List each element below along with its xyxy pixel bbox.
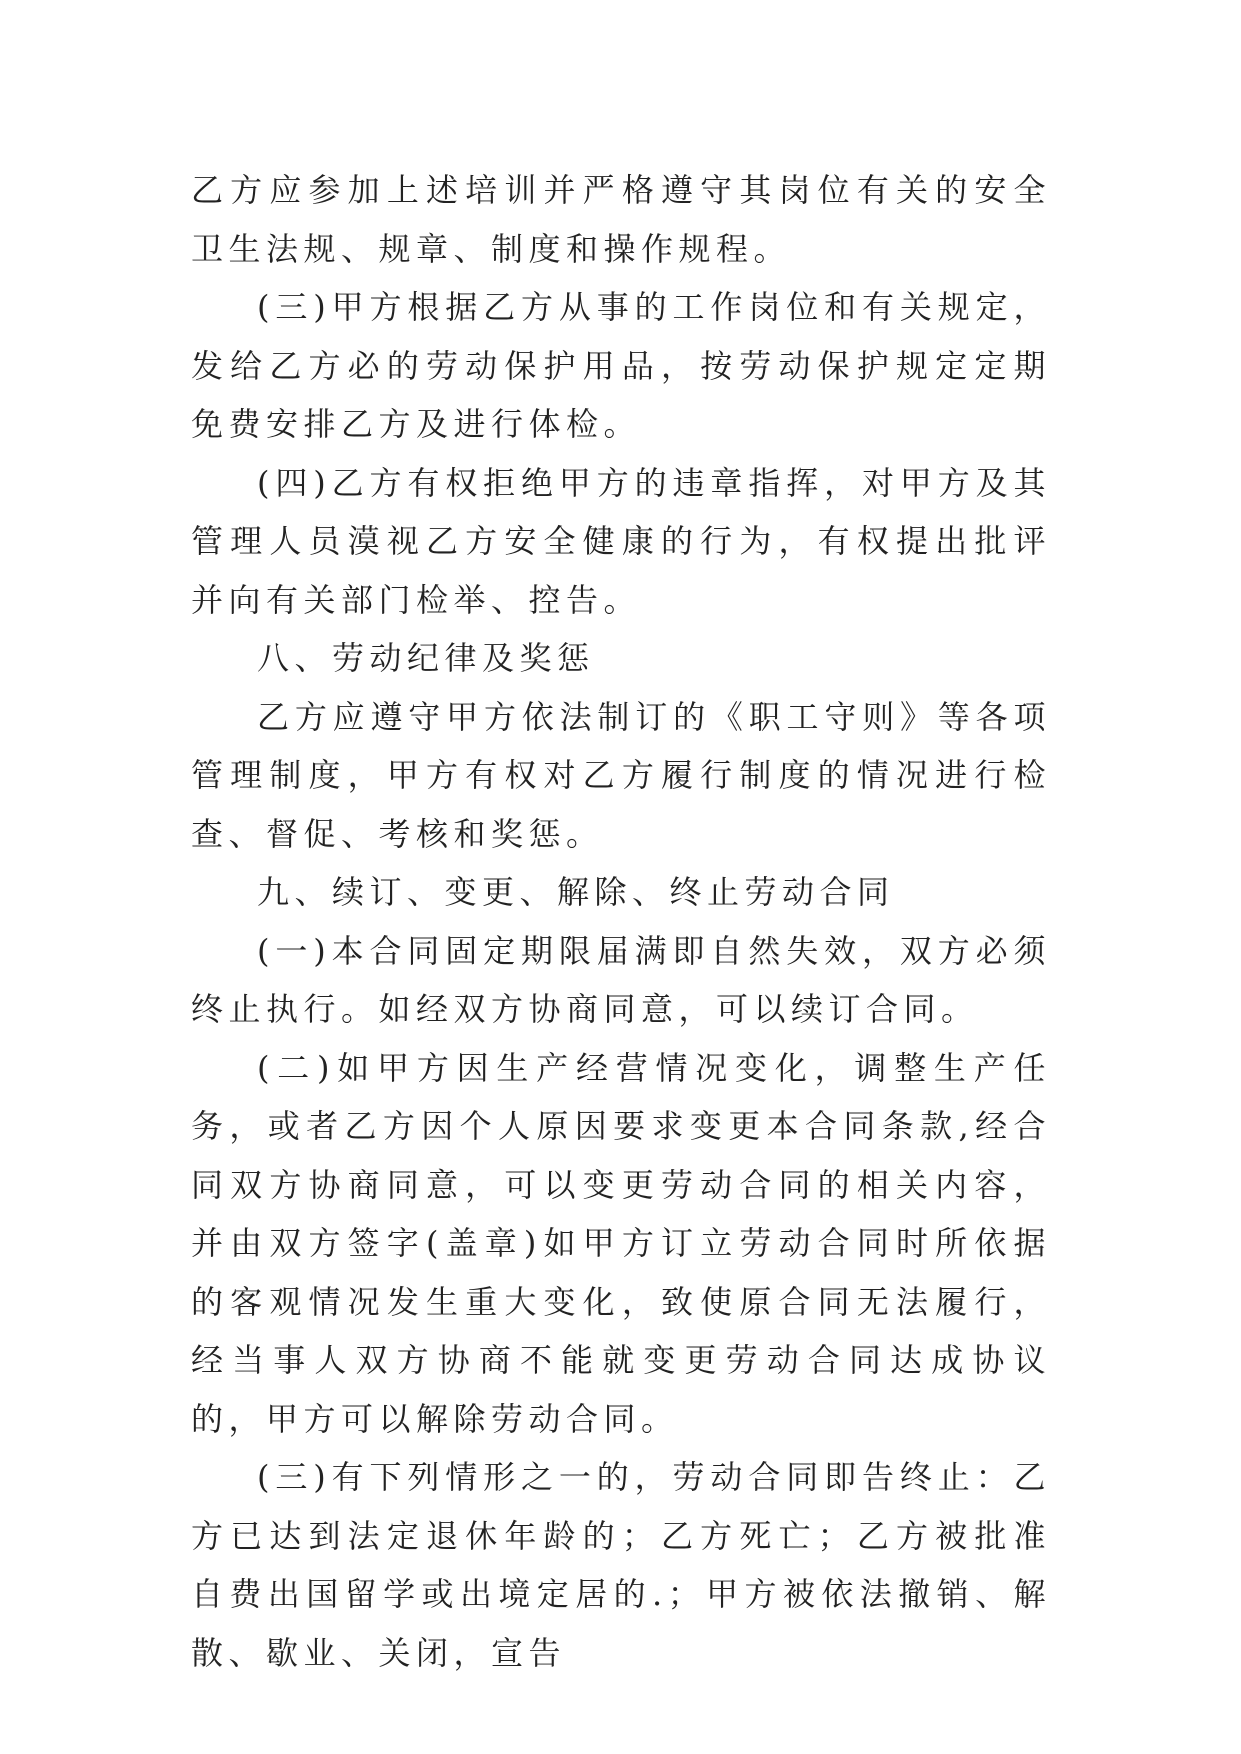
- paragraph-contract-modification: (二)如甲方因生产经营情况变化，调整生产任务，或者乙方因个人原因要求变更本合同条款,经合同双方协商同意，可以变更劳动合同的相关内容，并由双方签字(盖章)如甲方订立劳动合同时所依据的客观情况发生重大变化，致使原合同无法履行，经当事人双方协商不能就变更劳动合同达成协议的，甲方可以解除劳动合同。: [191, 1048, 1051, 1438]
- paragraph-employee-code: 乙方应遵守甲方依法制订的《职工守则》等各项管理制度，甲方有权对乙方履行制度的情况进行检查、督促、考核和奖惩。: [191, 697, 1051, 853]
- paragraph-contract-termination: (三)有下列情形之一的，劳动合同即告终止：乙方已达到法定退休年龄的；乙方死亡；乙方被批准自费出国留学或出境定居的.；甲方被依法撤销、解散、歇业、关闭，宣告: [191, 1458, 1051, 1672]
- section-heading-discipline: 八、劳动纪律及奖惩: [257, 639, 595, 677]
- section-heading-contract-changes: 九、续订、变更、解除、终止劳动合同: [257, 873, 895, 911]
- paragraph-protective-equipment: (三)甲方根据乙方从事的工作岗位和有关规定，发给乙方必的劳动保护用品，按劳动保护规定定期免费安排乙方及进行体检。: [191, 288, 1051, 443]
- document-body: [191, 161, 1051, 1682]
- paragraph-safety-rules: 乙方应参加上述培训并严格遵守其岗位有关的安全卫生法规、规章、制度和操作规程。: [191, 171, 1051, 268]
- paragraph-right-to-refuse: (四)乙方有权拒绝甲方的违章指挥，对甲方及其管理人员漠视乙方安全健康的行为，有权提出批评并向有关部门检举、控告。: [191, 463, 1051, 619]
- paragraph-contract-expiry: (一)本合同固定期限届满即自然失效，双方必须终止执行。如经双方协商同意，可以续订合同。: [191, 931, 1051, 1028]
